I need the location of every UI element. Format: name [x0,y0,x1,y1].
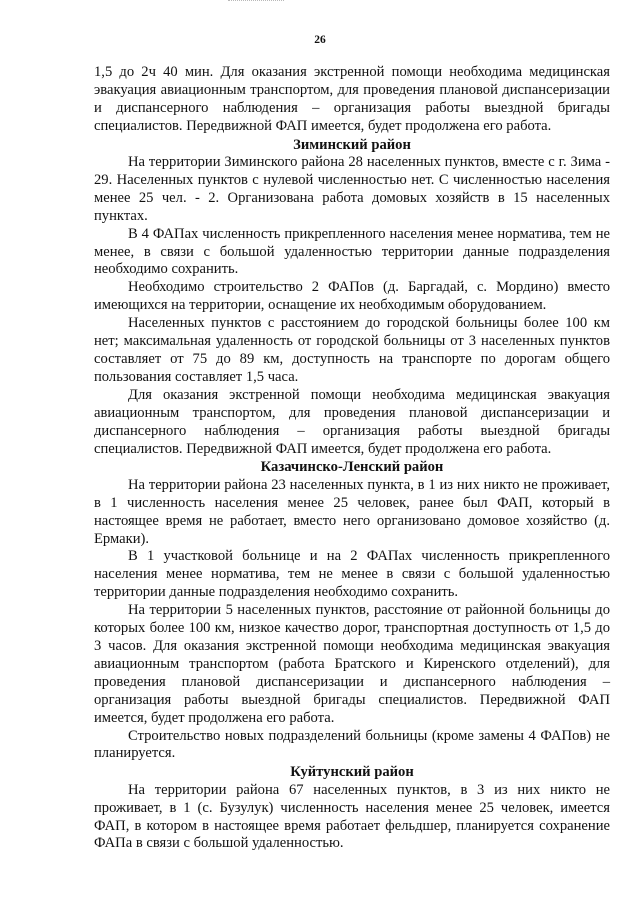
paragraph: Для оказания экстренной помощи необходима медицинская эвакуация авиационным транспортом, для проведения плановой диспансеризации и диспансерного наблюдения – организация работы выездной бригады специалистов. Передвижной ФАП имеется, будет продолжена его работа. [94,386,610,457]
section-heading: Куйтунский район [290,764,414,781]
paragraph: На территории Зиминского района 28 населенных пунктов, вместе с г. Зима - 29. Населенных пунктов с нулевой численностью нет. С численностью населения менее 25 чел. - 2. Организована работа домовых хозяйств в 15 населенных пунктах. [94,154,610,224]
section-heading: Казачинско-Ленский район [260,459,444,476]
paragraph: Необходимо строительство 2 ФАПов (д. Баргадай, с. Мордино) вместо имеющихся на территории, оснащение их необходимым оборудованием. [94,279,610,314]
paragraph: На территории 5 населенных пунктов, расстояние от районной больницы до которых более 100 км, низкое качество дорог, транспортная доступность от 1,5 до 3 часов. Для оказания экстренной помощи необходима медицинская эвакуация авиационным транспортом (работа Братского и Киренского отделений), для проведения плановой диспансеризации и диспансерного наблюдения – организация работы выездной бригады специалистов. Передвижной ФАП имеется, будет продолжена его работа. [94,602,610,726]
scan-artifact [228,0,284,7]
paragraph: Населенных пунктов с расстоянием до городской больницы более 100 км нет; максимальная удаленность от городской больницы от 3 населенных пунктов составляет от 75 до 89 км, доступность на транспорте по дорогам общего пользования составляет 1,5 часа. [94,315,610,385]
page-number: 26 [314,34,326,46]
paragraph: На территории района 67 населенных пунктов, в 3 из них никто не проживает, в 1 (с. Бузулук) численность населения менее 25 человек, имеется ФАП, в котором в настоящее время работает фельдшер, планируется сохранение ФАПа в связи с большой удаленностью. [94,781,610,852]
section-heading: Зиминский район [293,136,411,153]
paragraph: В 1 участковой больнице и на 2 ФАПах численность прикрепленного населения менее норматива, тем не менее в связи с большой удаленностью территории данные подразделения необходимо сохранить. [94,548,610,601]
document-body [94,64,610,853]
paragraph: 1,5 до 2ч 40 мин. Для оказания экстренной помощи необходима медицинская эвакуация авиационным транспортом, для проведения плановой диспансеризации и диспансерного наблюдения – организация работы выездной бригады специалистов. Передвижной ФАП имеется, будет продолжена его работа. [94,64,610,134]
paragraph: В 4 ФАПах численность прикрепленного населения менее норматива, тем не менее, в связи с большой удаленностью территории данные подразделения необходимо сохранить. [94,225,610,278]
paragraph: Строительство новых подразделений больницы (кроме замены 4 ФАПов) не планируется. [94,727,610,762]
paragraph: На территории района 23 населенных пункта, в 1 из них никто не проживает, в 1 численность населения менее 25 человек, ранее был ФАП, который в настоящее время не работает, вместо него организовано домовое хозяйство (д. Ермаки). [94,476,610,547]
